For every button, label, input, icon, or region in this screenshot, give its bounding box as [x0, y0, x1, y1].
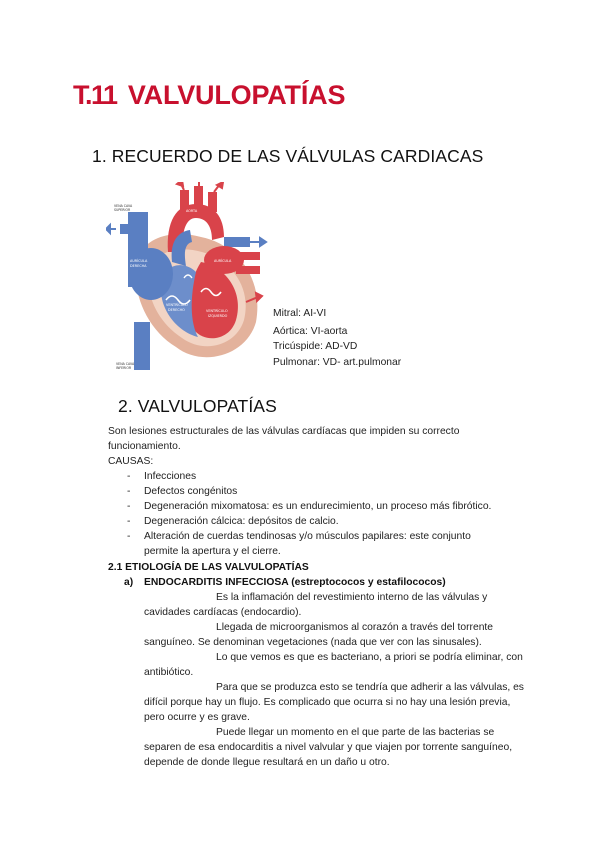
valve-tricuspid: Tricúspide: AD-VD: [273, 341, 358, 352]
svg-text:INFERIOR: INFERIOR: [116, 366, 132, 370]
svg-text:AURÍCULA: AURÍCULA: [130, 259, 148, 263]
paragraph: Es la inflamación del revestimiento interno de las válvulas y cavidades cardíacas (endocardio).: [144, 592, 488, 618]
section-2-heading: 2. VALVULOPATÍAS: [118, 396, 277, 416]
heart-diagram: [106, 182, 268, 372]
chapter-title: VALVULOPATÍAS: [127, 80, 346, 110]
svg-text:VENTRÍCULO: VENTRÍCULO: [206, 309, 228, 313]
page-title: [73, 80, 345, 111]
paragraph: Llegada de microorganismos al corazón a través del torrente sanguíneo. Se denominan vegetaciones (nada que ver con las sinusales).: [144, 622, 494, 648]
svg-text:VENA CAVA: VENA CAVA: [116, 362, 135, 366]
paragraph: Para que se produzca esto se tendría que adherir a las válvulas, es difícil porque hay un flujo. Es complicado que ocurra si no hay una lesión previa, pero ocurre y es grave.: [144, 682, 524, 723]
item-a-paragraphs: [108, 590, 528, 770]
svg-text:VENA CAVA: VENA CAVA: [114, 204, 133, 208]
paragraph: Lo que vemos es que es bacteriano, a priori se podría eliminar, con antibiótico.: [144, 652, 523, 678]
causes-label: CAUSAS:: [108, 456, 154, 467]
svg-text:SUPERIOR: SUPERIOR: [114, 208, 131, 212]
list-item: - Degeneración mixomatosa: es un endurecimiento, un proceso más fibrótico.: [127, 501, 492, 512]
valve-mitral: Mitral: AI-VI: [273, 308, 327, 319]
list-item: - Infecciones: [127, 471, 197, 482]
valve-list: [273, 306, 401, 370]
intro-line-1: Son lesiones estructurales de las válvulas cardíacas que impiden su correcto: [108, 426, 460, 437]
intro-line-2: funcionamiento.: [108, 441, 181, 452]
svg-text:IZQUIERDO: IZQUIERDO: [208, 314, 228, 318]
chapter-number: T.11: [73, 80, 117, 110]
list-item: - Degeneración cálcica: depósitos de calcio.: [127, 516, 339, 527]
list-item: - Alteración de cuerdas tendinosas y/o músculos papilares: este conjunto permite la apertura y el cierre.: [127, 531, 471, 557]
valve-aortic: Aórtica: VI-aorta: [273, 325, 348, 337]
section-1-heading: 1. RECUERDO DE LAS VÁLVULAS CARDIACAS: [92, 146, 484, 166]
valve-pulmonary: Pulmonar: VD- art.pulmonar: [273, 356, 402, 368]
item-a-marker: a): [124, 577, 134, 588]
item-a-title: ENDOCARDITIS INFECCIOSA (estreptococos y estafilococos): [144, 577, 446, 588]
svg-text:VENTRÍCULO: VENTRÍCULO: [166, 303, 188, 307]
causes-list: [108, 469, 528, 559]
svg-text:DERECHO: DERECHO: [168, 308, 185, 312]
list-item: - Defectos congénitos: [127, 486, 238, 497]
svg-text:DERECHA: DERECHA: [130, 264, 147, 268]
svg-text:AORTA: AORTA: [186, 209, 198, 213]
svg-text:AURÍCULA: AURÍCULA: [214, 259, 232, 263]
item-a-heading: [108, 575, 528, 590]
paragraph: Puede llegar un momento en el que parte de las bacterias se separen de esa endocarditis a nivel valvular y que viajen por torrente sanguíneo, depende de donde llegue resultará en un daño u otro.: [144, 727, 513, 768]
section-2-body: [108, 424, 528, 770]
subsection-heading: 2.1 ETIOLOGÍA DE LAS VALVULOPATÍAS: [108, 562, 309, 573]
